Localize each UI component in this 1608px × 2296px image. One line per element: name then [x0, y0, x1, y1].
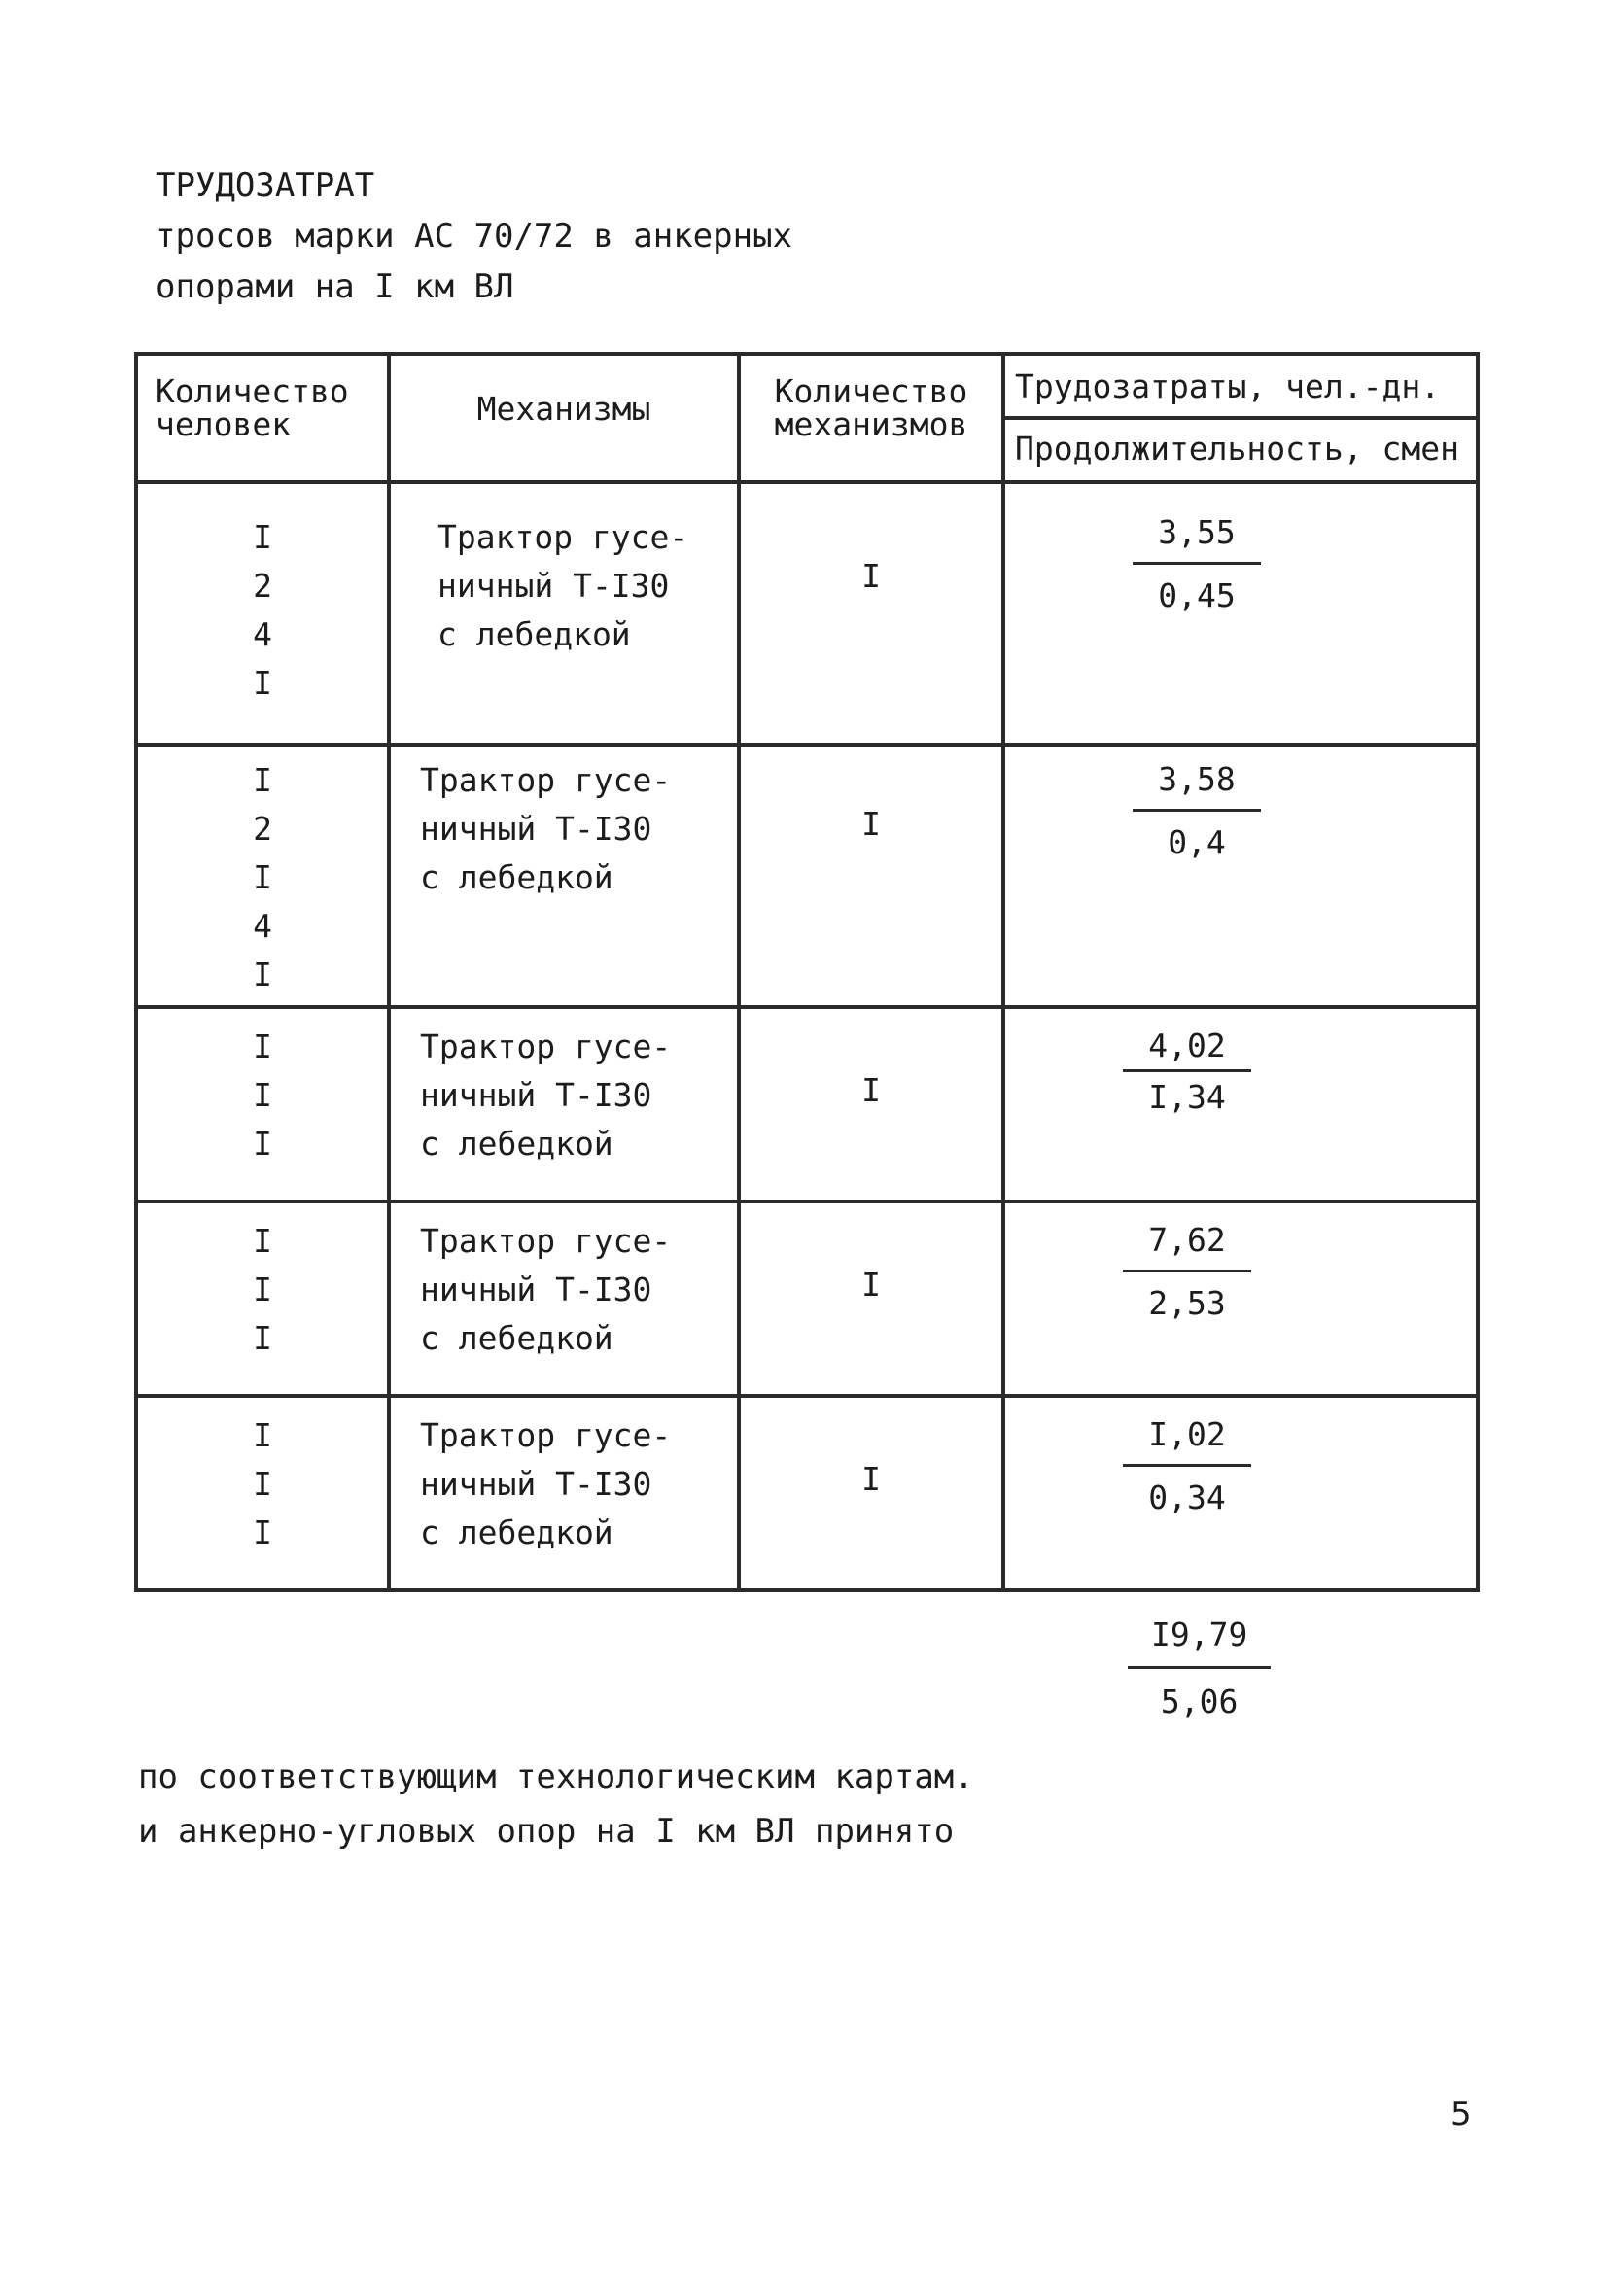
people-value: 2: [253, 567, 272, 605]
cell-labor-duration: [1003, 1201, 1478, 1396]
people-value: I: [253, 1270, 272, 1308]
people-value: 4: [253, 907, 272, 945]
mechanism-line: с лебедкой: [420, 1125, 613, 1163]
count-value: I: [861, 557, 881, 595]
total-fraction: [1128, 1614, 1271, 1723]
mechanism-line: Трактор гусе-: [420, 761, 672, 799]
cell-count: [739, 745, 1003, 1007]
header-people: Количество человек: [136, 354, 389, 482]
people-value: I: [253, 1416, 272, 1454]
duration-value: I,34: [1148, 1078, 1226, 1116]
duration-value: 2,53: [1148, 1284, 1226, 1322]
labor-table: [134, 352, 1480, 1592]
people-value: I: [253, 1513, 272, 1551]
table-row: [136, 1201, 1478, 1396]
people-value: I: [253, 1076, 272, 1114]
people-value: I: [253, 1027, 272, 1065]
count-value: I: [861, 1071, 881, 1109]
people-value: I: [253, 664, 272, 702]
total-labor: I9,79: [1128, 1614, 1271, 1669]
duration-value: 0,45: [1158, 576, 1236, 614]
duration-value: 0,34: [1148, 1478, 1226, 1516]
page-number: 5: [1451, 2095, 1472, 2134]
header-labor: Трудозатраты, чел.-дн.: [1005, 356, 1476, 420]
footer-line-2: и анкерно-угловых опор на I км ВЛ принято: [138, 1812, 955, 1851]
cell-count: [739, 1396, 1003, 1590]
mechanism-line: Трактор гусе-: [437, 518, 689, 556]
duration-value: 0,4: [1168, 823, 1226, 861]
count-value: I: [861, 805, 881, 843]
people-value: I: [253, 761, 272, 799]
title-line-2: тросов марки АС 70/72 в анкерных: [156, 217, 793, 256]
labor-value: 3,58: [1133, 758, 1260, 812]
people-value: I: [253, 518, 272, 556]
labor-value: 4,02: [1123, 1025, 1250, 1072]
cell-people: [136, 745, 389, 1007]
mechanism-line: с лебедкой: [420, 1319, 613, 1357]
table-row: [136, 745, 1478, 1007]
people-value: I: [253, 1222, 272, 1260]
people-value: I: [253, 1125, 272, 1163]
mechanism-line: ничный Т-I30: [420, 1270, 652, 1308]
people-value: 4: [253, 615, 272, 653]
mechanism-line: ничный Т-I30: [420, 1465, 652, 1503]
labor-fraction: [1005, 1203, 1476, 1325]
cell-labor-duration: [1003, 745, 1478, 1007]
title-line-3: опорами на I км ВЛ: [156, 267, 514, 306]
footer-line-1: по соответствующим технологическим картам.: [138, 1757, 974, 1796]
count-value: I: [861, 1266, 881, 1304]
people-value: 2: [253, 810, 272, 848]
cell-people: [136, 1201, 389, 1396]
footer-text: [138, 1750, 974, 1859]
cell-people: [136, 482, 389, 745]
cell-mechanism: [389, 482, 739, 745]
cell-people: [136, 1396, 389, 1590]
cell-count: [739, 1201, 1003, 1396]
cell-mechanism: [389, 745, 739, 1007]
title-block: [156, 160, 792, 312]
header-mechanisms: Механизмы: [389, 354, 739, 482]
mechanism-line: ничный Т-I30: [420, 810, 652, 848]
people-value: I: [253, 1465, 272, 1503]
header-duration: Продолжительность, смен: [1015, 429, 1459, 468]
cell-people: [136, 1007, 389, 1201]
labor-fraction: [1005, 1398, 1476, 1519]
title-line-1: ТРУДОЗАТРАТ: [156, 166, 375, 205]
cell-labor-duration: [1003, 1007, 1478, 1201]
labor-fraction: [1005, 1009, 1476, 1119]
mechanism-line: с лебедкой: [420, 858, 613, 896]
mechanism-line: Трактор гусе-: [420, 1222, 672, 1260]
cell-mechanism: [389, 1007, 739, 1201]
people-value: I: [253, 1319, 272, 1357]
mechanism-line: с лебедкой: [420, 1513, 613, 1551]
mechanism-line: Трактор гусе-: [420, 1416, 672, 1454]
people-value: I: [253, 858, 272, 896]
mechanism-line: ничный Т-I30: [420, 1076, 652, 1114]
cell-mechanism: [389, 1201, 739, 1396]
total-duration: 5,06: [1160, 1683, 1239, 1721]
cell-mechanism: [389, 1396, 739, 1590]
cell-labor-duration: [1003, 482, 1478, 745]
people-value: I: [253, 956, 272, 993]
labor-fraction: [1005, 484, 1476, 617]
mechanism-line: ничный Т-I30: [437, 567, 670, 605]
cell-count: [739, 482, 1003, 745]
labor-value: I,02: [1123, 1413, 1250, 1467]
labor-fraction: [1005, 747, 1476, 864]
count-value: I: [861, 1460, 881, 1498]
table-row: [136, 1007, 1478, 1201]
table-row: [136, 1396, 1478, 1590]
header-mech-count: Количество механизмов: [739, 354, 1003, 482]
cell-count: [739, 1007, 1003, 1201]
header-labor-duration: [1003, 354, 1478, 482]
labor-value: 7,62: [1123, 1219, 1250, 1272]
table-row: [136, 482, 1478, 745]
mechanism-line: Трактор гусе-: [420, 1027, 672, 1065]
mechanism-line: с лебедкой: [437, 615, 631, 653]
labor-value: 3,55: [1133, 511, 1260, 565]
cell-labor-duration: [1003, 1396, 1478, 1590]
